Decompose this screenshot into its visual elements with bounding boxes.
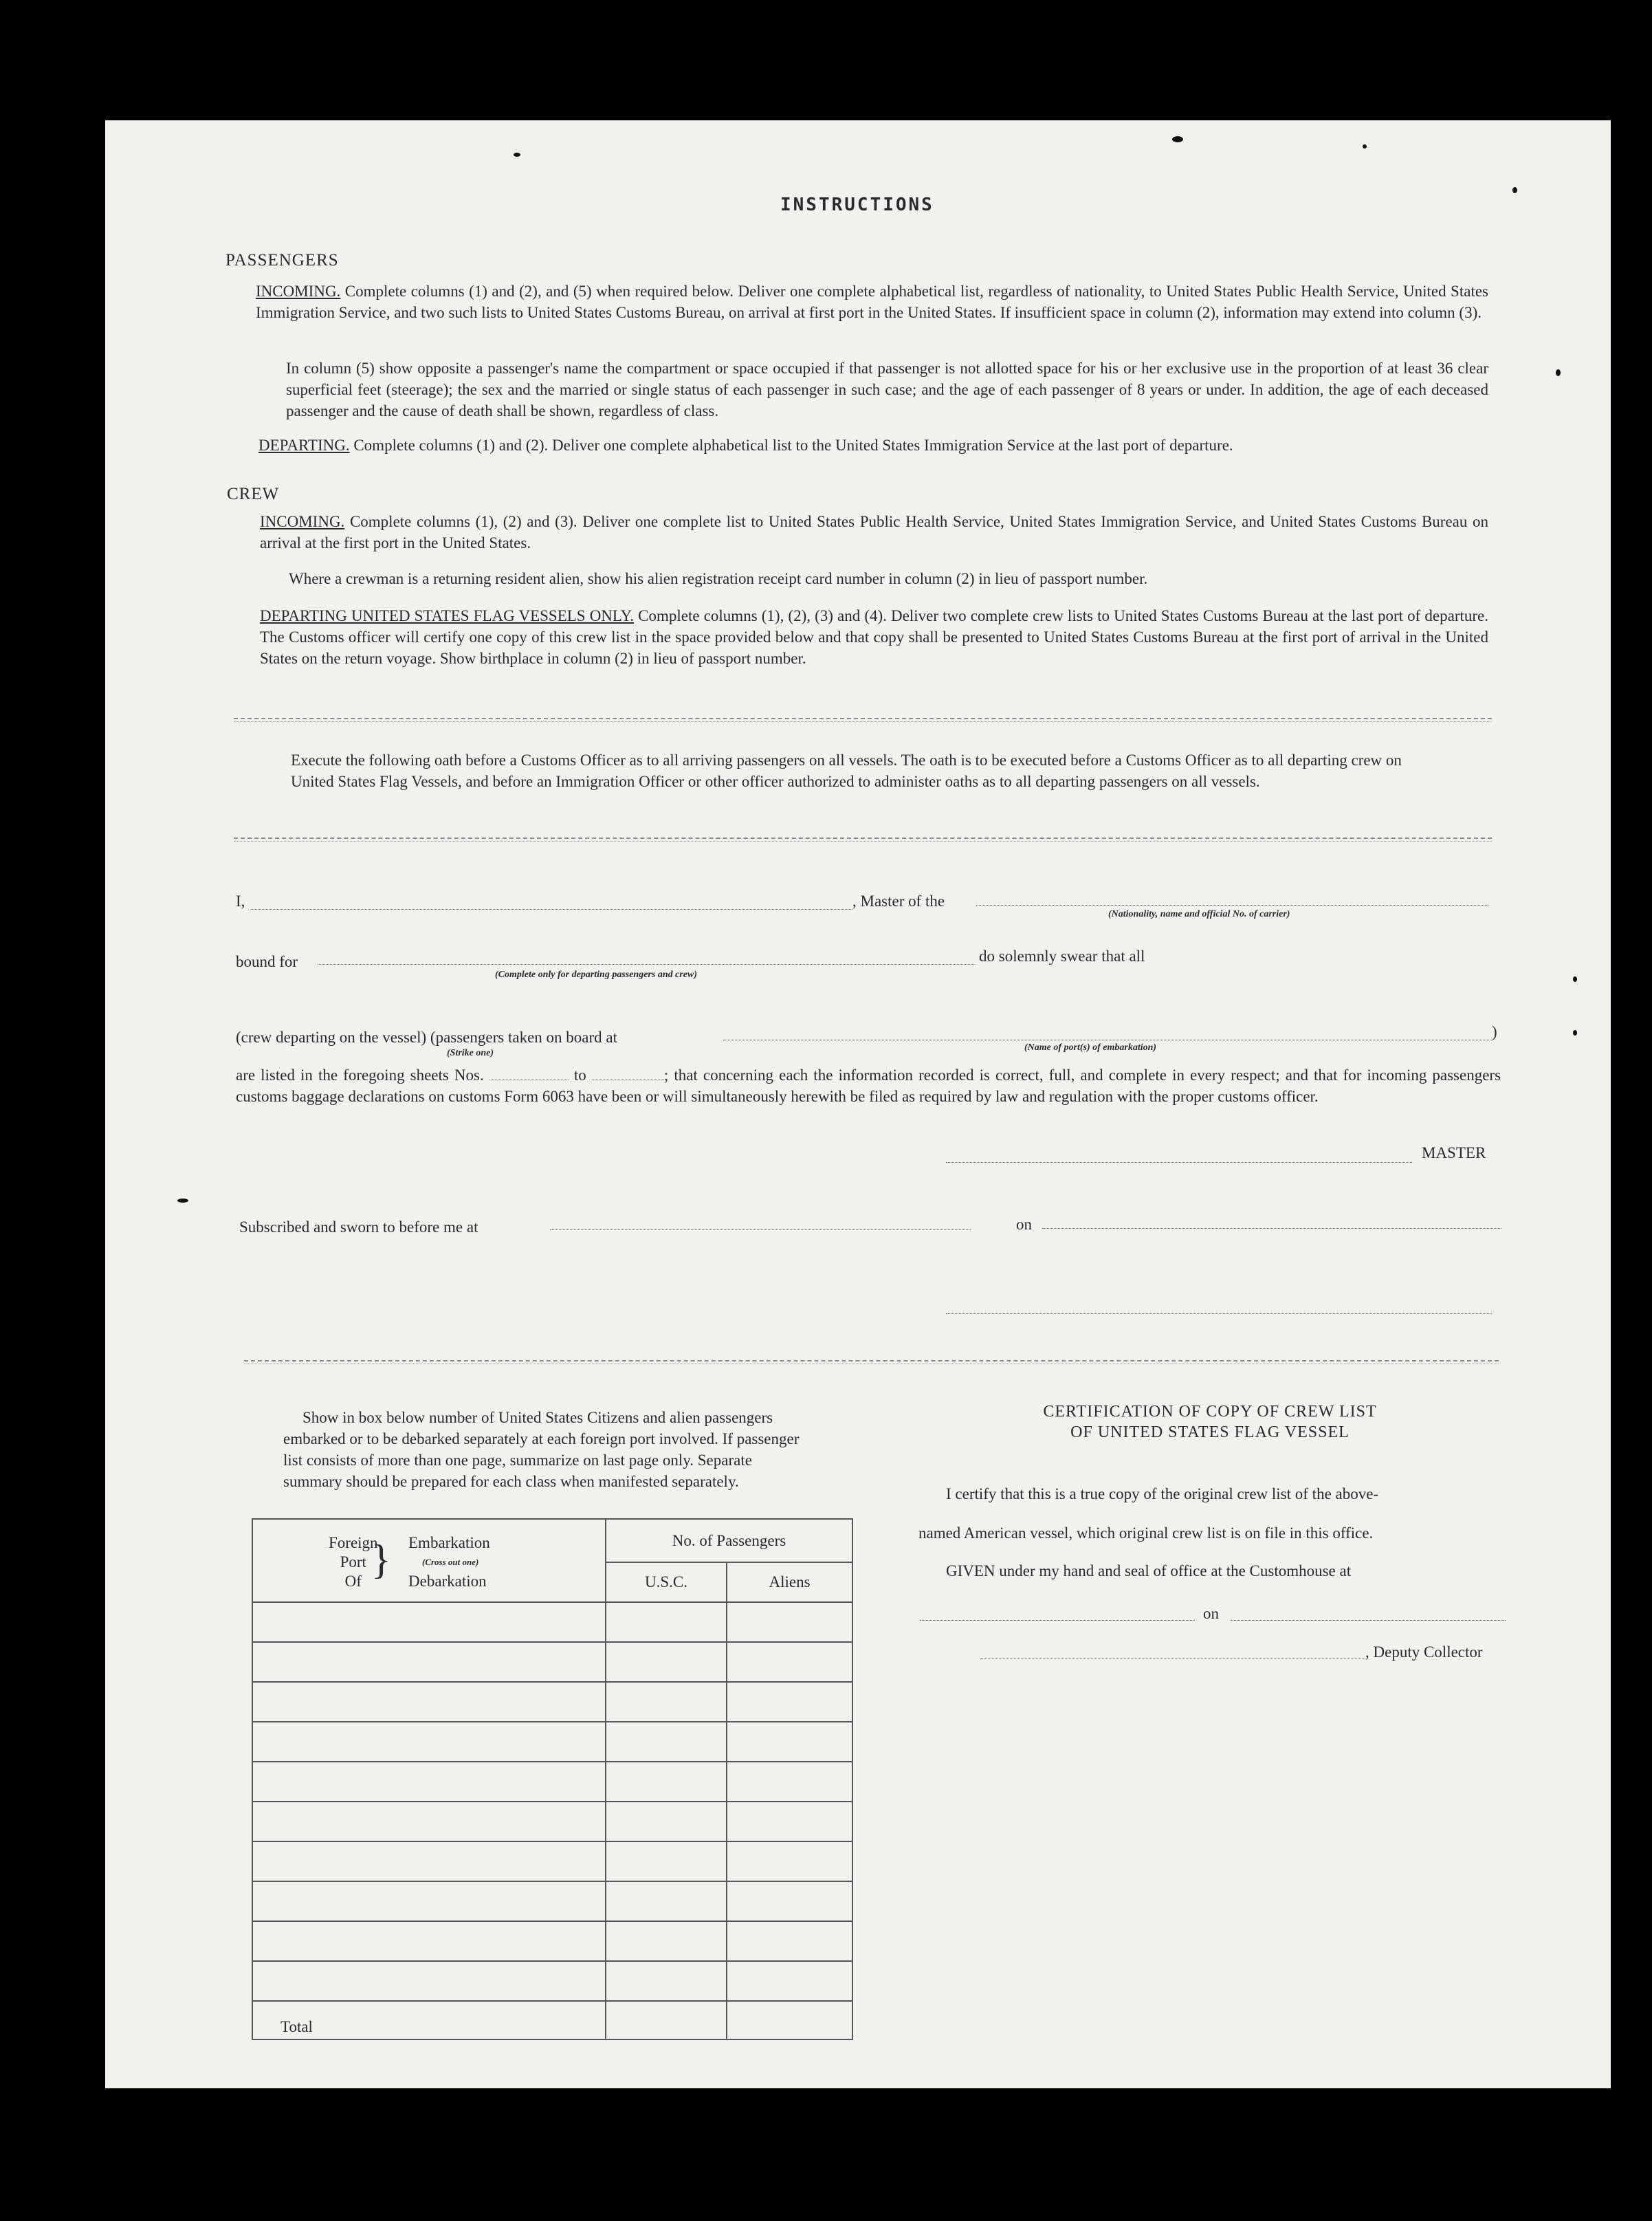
port-label: Port xyxy=(340,1553,366,1571)
aliens-cell[interactable] xyxy=(727,1841,852,1881)
certification-heading-2: OF UNITED STATES FLAG VESSEL xyxy=(1070,1423,1350,1441)
crew-incoming-label: INCOMING. xyxy=(260,513,345,530)
certification-line-2: named American vessel, which original crew list is on file in this office. xyxy=(918,1524,1374,1542)
scan-speck xyxy=(1172,136,1183,142)
certification-on-label: on xyxy=(1203,1605,1219,1622)
crew-incoming-text: Complete columns (1), (2) and (3). Deliver one complete list to United States Public Health Service, United States Immigration Service, and United States Customs Bureau on arrival at the first port in the United States. xyxy=(260,513,1489,551)
of-label: Of xyxy=(344,1573,362,1590)
scan-speck xyxy=(1573,976,1577,982)
page-title: INSTRUCTIONS xyxy=(780,195,934,215)
officer-signature-field[interactable] xyxy=(946,1313,1492,1314)
ports-note: (Name of port(s) of embarkation) xyxy=(1024,1042,1157,1053)
aliens-cell[interactable] xyxy=(727,1602,852,1642)
divider-1 xyxy=(234,718,1492,719)
sworn-on-label: on xyxy=(1016,1216,1032,1233)
passengers-departing-label: DEPARTING. xyxy=(258,437,350,454)
usc-cell[interactable] xyxy=(606,1642,727,1682)
certification-heading xyxy=(929,1401,1490,1443)
aliens-header-cell: Aliens xyxy=(727,1562,852,1602)
scan-speck xyxy=(1512,187,1517,193)
port-cell[interactable] xyxy=(252,1682,606,1722)
bound-for-label: bound for xyxy=(236,953,298,970)
crew-resident-paragraph: Where a crewman is a returning resident alien, show his alien registration receipt card number in column (2) in lieu of passport number. xyxy=(289,570,1148,587)
crew-heading: CREW xyxy=(227,485,280,503)
port-cell[interactable] xyxy=(252,1961,606,2001)
aliens-cell[interactable] xyxy=(727,1802,852,1841)
total-label-cell: Total xyxy=(252,2001,606,2039)
aliens-cell[interactable] xyxy=(727,1961,852,2001)
aliens-cell[interactable] xyxy=(727,1921,852,1961)
master-label: MASTER xyxy=(1422,1144,1486,1161)
oath-instructions: Execute the following oath before a Customs Officer as to all arriving passengers on all vessels. The oath is to be executed before a Customs Officer as to all departing crew on United States Flag Vessels, and before an Immigration Officer or other officer authorized to administer oaths as to all departing passengers on all vessels. xyxy=(291,752,1402,790)
oath-statement xyxy=(236,1064,1501,1107)
passengers-incoming-paragraph xyxy=(256,281,1488,323)
crew-incoming-paragraph xyxy=(260,511,1488,554)
master-of-label: , Master of the xyxy=(852,893,945,910)
subscribed-label: Subscribed and sworn to before me at xyxy=(239,1218,478,1236)
sworn-at-field[interactable] xyxy=(550,1229,971,1230)
usc-cell[interactable] xyxy=(606,1881,727,1921)
passengers-departing-paragraph xyxy=(258,435,1488,456)
sheets-to-label: to xyxy=(573,1066,586,1084)
port-cell[interactable] xyxy=(252,1921,606,1961)
carrier-field[interactable] xyxy=(976,905,1488,906)
debarkation-label: Debarkation xyxy=(408,1573,487,1590)
master-signature-field[interactable] xyxy=(946,1162,1412,1163)
bound-for-field[interactable] xyxy=(318,964,974,965)
usc-header-cell: U.S.C. xyxy=(606,1562,727,1602)
scan-speck xyxy=(514,153,520,157)
passengers-heading: PASSENGERS xyxy=(225,251,339,270)
aliens-cell[interactable] xyxy=(727,1881,852,1921)
master-name-field[interactable] xyxy=(251,909,852,910)
usc-cell[interactable] xyxy=(606,1602,727,1642)
total-aliens-cell[interactable] xyxy=(727,2001,852,2039)
foreign-label: Foreign xyxy=(329,1534,378,1551)
aliens-cell[interactable] xyxy=(727,1642,852,1682)
brace-glyph: } xyxy=(371,1537,391,1582)
passengers-departing-text: Complete columns (1) and (2). Deliver one complete alphabetical list to the United States Immigration Service at the last port of departure. xyxy=(353,437,1233,454)
nationality-note: (Nationality, name and official No. of carrier) xyxy=(1108,909,1290,919)
strike-one-note: (Strike one) xyxy=(447,1048,494,1058)
passengers-incoming-text: Complete columns (1) and (2), and (5) when required below. Deliver one complete alphabetical list, regardless of nationality, to United States Public Health Service, United States Immigration Service, and two such lists to United States Customs Bureau, on arrival at first port in the United States. If insufficient space in column (2), information may extend into column (3). xyxy=(256,283,1488,321)
port-cell[interactable] xyxy=(252,1841,606,1881)
usc-cell[interactable] xyxy=(606,1802,727,1841)
certification-line-1: I certify that this is a true copy of the original crew list of the above- xyxy=(946,1485,1379,1502)
sheets-label: are listed in the foregoing sheets Nos. xyxy=(236,1066,484,1084)
port-cell[interactable] xyxy=(252,1722,606,1762)
aliens-cell[interactable] xyxy=(727,1722,852,1762)
crew-departing-text: Complete columns (1), (2), (3) and (4). Deliver two complete crew lists to United States Customs Bureau at the last port of departure. The Customs officer will certify one copy of this crew list in the space provided below and that copy shall be presented to United States Customs Bureau at the first port of arrival in the United States on the return voyage. Show birthplace in column (2) in lieu of passport number. xyxy=(260,607,1488,667)
divider-3 xyxy=(244,1360,1499,1361)
passengers-incoming-label: INCOMING. xyxy=(256,283,341,300)
close-paren: ) xyxy=(1492,1023,1497,1040)
usc-cell[interactable] xyxy=(606,1722,727,1762)
crew-departing-label: (crew departing on the vessel) (passengers taken on board at xyxy=(236,1029,617,1046)
foreign-port-label xyxy=(329,1533,378,1591)
divider-2 xyxy=(234,838,1492,839)
cross-out-note: (Cross out one) xyxy=(422,1557,479,1567)
passenger-summary-table xyxy=(252,1518,853,2040)
port-cell[interactable] xyxy=(252,1762,606,1802)
summary-instructions: Show in box below number of United States Citizens and alien passengers embarked or to be debarked separately at each foreign port involved. If passenger list consists of more than one page, summarize on last page only. Separate summary should be prepared for each class when manifested separately. xyxy=(283,1409,800,1490)
usc-cell[interactable] xyxy=(606,1762,727,1802)
port-cell[interactable] xyxy=(252,1602,606,1642)
passengers-column5-paragraph: In column (5) show opposite a passenger's name the compartment or space occupied if that passenger is not allotted space for his or her exclusive use in the proportion of at least 36 clear superficial feet (steerage); the sex and the married or single status of each passenger in such case; and the age of each passenger of 8 years or under. In addition, the age of each deceased passenger and the cause of death shall be shown, regardless of class. xyxy=(286,360,1488,419)
crew-departing-paragraph xyxy=(260,605,1488,669)
scan-speck xyxy=(1573,1030,1577,1036)
bound-for-note: (Complete only for departing passengers and crew) xyxy=(495,970,697,980)
oath-i-label: I, xyxy=(236,893,245,910)
usc-cell[interactable] xyxy=(606,1961,727,2001)
usc-cell[interactable] xyxy=(606,1841,727,1881)
port-header-cell xyxy=(252,1519,606,1602)
certification-heading-1: CERTIFICATION OF COPY OF CREW LIST xyxy=(1043,1403,1377,1421)
port-cell[interactable] xyxy=(252,1642,606,1682)
aliens-cell[interactable] xyxy=(727,1762,852,1802)
deputy-collector-label: , Deputy Collector xyxy=(1365,1643,1483,1661)
customhouse-field[interactable] xyxy=(920,1620,1195,1621)
scan-speck xyxy=(1556,369,1561,376)
crew-departing-label: DEPARTING UNITED STATES FLAG VESSELS ONLY. xyxy=(260,607,635,624)
total-usc-cell[interactable] xyxy=(606,2001,727,2039)
scan-speck xyxy=(1363,144,1367,149)
certification-date-field[interactable] xyxy=(1231,1620,1506,1621)
certification-line-3: GIVEN under my hand and seal of office at the Customhouse at xyxy=(946,1562,1352,1579)
usc-cell[interactable] xyxy=(606,1682,727,1722)
passengers-header-cell: No. of Passengers xyxy=(606,1519,852,1562)
aliens-cell[interactable] xyxy=(727,1682,852,1722)
embarkation-label: Embarkation xyxy=(408,1534,490,1551)
embark-debark-label xyxy=(408,1533,490,1591)
scan-speck xyxy=(177,1199,188,1203)
usc-cell[interactable] xyxy=(606,1921,727,1961)
swear-label: do solemnly swear that all xyxy=(979,948,1145,965)
oath-statement-text: ; that concerning each the information recorded is correct, full, and complete in every respect; and that for incoming passengers customs baggage declarations on customs Form 6063 have been or will simultaneously herewith be filed as required by law and regulation with the proper customs officer. xyxy=(236,1066,1501,1105)
port-cell[interactable] xyxy=(252,1802,606,1841)
port-cell[interactable] xyxy=(252,1881,606,1921)
sworn-on-field[interactable] xyxy=(1042,1228,1501,1229)
